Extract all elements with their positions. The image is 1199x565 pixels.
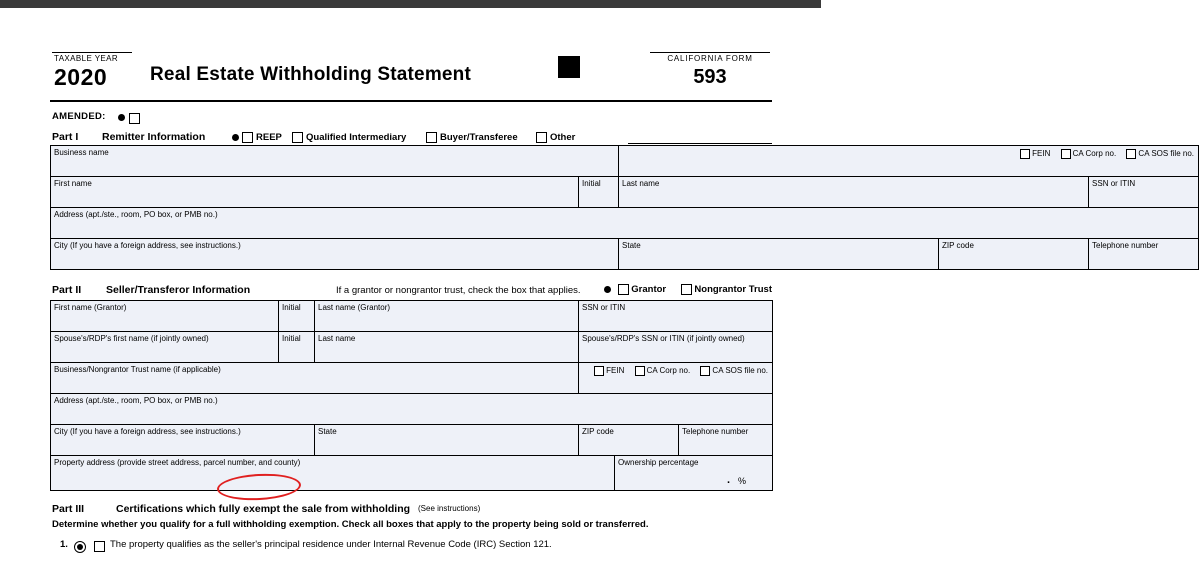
trust-fein-option[interactable] xyxy=(594,366,624,375)
label-spouse-first-name: Spouse's/RDP's first name (if jointly owned) xyxy=(54,334,209,343)
label-city: City (If you have a foreign address, see instructions.) xyxy=(54,241,241,250)
form-number: 593 xyxy=(693,66,727,88)
other-checkbox[interactable] xyxy=(536,132,547,143)
label-spouse-initial: Initial xyxy=(282,334,301,343)
other-write-in-line[interactable] xyxy=(628,143,772,144)
part3-item-1[interactable] xyxy=(50,539,772,553)
trust-ca-sos-file-no-label: CA SOS file no. xyxy=(712,366,769,376)
trust-fein-label: FEIN xyxy=(606,366,625,376)
cell-ownership-percentage[interactable] xyxy=(615,456,773,491)
amended-row xyxy=(50,108,772,126)
label-ownership-percentage: Ownership percentage xyxy=(618,458,699,467)
cell-city[interactable] xyxy=(51,239,619,270)
page-title: Real Estate Withholding Statement xyxy=(150,64,472,85)
part3-section xyxy=(50,503,772,553)
ca-corp-no-label: CA Corp no. xyxy=(1072,149,1117,159)
business-id-checkboxes[interactable] xyxy=(1012,149,1194,159)
cell-spouse-ssn[interactable] xyxy=(579,332,773,363)
table-row xyxy=(51,146,1199,177)
reep-label: REEP xyxy=(256,132,282,144)
cell-seller-city[interactable] xyxy=(51,425,315,456)
buyer-transferee-checkbox[interactable] xyxy=(426,132,437,143)
cell-initial[interactable] xyxy=(579,177,619,208)
table-row xyxy=(51,425,773,456)
part3-heading xyxy=(50,503,772,517)
header-divider xyxy=(50,100,772,102)
tax-year: 2020 xyxy=(54,64,108,90)
cell-grantor-initial[interactable] xyxy=(279,301,315,332)
part3-item-1-text: The property qualifies as the seller's principal residence under Internal Revenue Code (IRC) Section 121. xyxy=(110,539,552,550)
remitter-option-other[interactable] xyxy=(536,132,575,143)
trust-ca-sos-file-no-checkbox[interactable] xyxy=(700,366,710,376)
trust-ca-corp-no-label: CA Corp no. xyxy=(646,366,691,376)
part2-heading xyxy=(50,284,772,300)
cell-first-name[interactable] xyxy=(51,177,579,208)
california-form-rule xyxy=(650,52,770,53)
cell-address[interactable] xyxy=(51,208,1199,239)
cell-last-name[interactable] xyxy=(619,177,1089,208)
cell-zip[interactable] xyxy=(939,239,1089,270)
other-label: Other xyxy=(550,132,576,144)
part3-number: Part III xyxy=(52,503,85,515)
fein-label: FEIN xyxy=(1032,149,1051,159)
scan-marker-icon xyxy=(558,56,580,78)
ca-corp-no-checkbox[interactable] xyxy=(1061,149,1071,159)
cell-business-name[interactable] xyxy=(51,146,619,177)
grantor-label: Grantor xyxy=(631,284,667,296)
form-sheet xyxy=(50,42,1195,553)
part3-item-1-checkbox[interactable] xyxy=(94,541,105,552)
label-last-name: Last name xyxy=(622,179,660,188)
table-row xyxy=(51,394,773,425)
remitter-option-reep[interactable] xyxy=(232,132,282,143)
label-grantor-last-name: Last name (Grantor) xyxy=(318,303,391,312)
label-first-name: First name xyxy=(54,179,92,188)
part3-item-1-radio[interactable] xyxy=(74,541,86,553)
cell-state[interactable] xyxy=(619,239,939,270)
trust-ca-corp-no-checkbox[interactable] xyxy=(635,366,645,376)
taxable-year-label: TAXABLE YEAR xyxy=(54,54,119,63)
window-top-bar xyxy=(0,0,821,8)
reep-bullet-icon xyxy=(232,134,239,141)
amended-label: AMENDED: xyxy=(52,111,106,122)
trust-fein-checkbox[interactable] xyxy=(594,366,604,376)
fein-option[interactable] xyxy=(1020,149,1050,158)
part3-see-instructions: (See instructions) xyxy=(418,504,481,513)
part1-title: Remitter Information xyxy=(102,131,206,143)
part2-trust-note: If a grantor or nongrantor trust, check the box that applies. xyxy=(336,285,581,296)
part2-table xyxy=(50,300,773,491)
table-row xyxy=(51,456,773,491)
label-address: Address (apt./ste., room, PO box, or PMB no.) xyxy=(54,210,218,219)
form-header xyxy=(50,42,772,104)
remitter-option-qualified-intermediary[interactable] xyxy=(292,132,406,143)
label-business-name: Business name xyxy=(54,148,109,157)
california-form-label: CALIFORNIA FORM xyxy=(667,54,753,63)
fein-checkbox[interactable] xyxy=(1020,149,1030,159)
cell-spouse-last-name[interactable] xyxy=(315,332,579,363)
label-ssn-itin: SSN or ITIN xyxy=(1092,179,1136,188)
qualified-intermediary-label: Qualified Intermediary xyxy=(306,132,407,144)
remitter-option-buyer-transferee[interactable] xyxy=(426,132,518,143)
grantor-checkbox[interactable] xyxy=(618,284,629,295)
label-spouse-ssn: Spouse's/RDP's SSN or ITIN (if jointly owned) xyxy=(582,334,745,343)
table-row xyxy=(51,301,773,332)
cell-grantor-first-name[interactable] xyxy=(51,301,279,332)
part3-item-1-number: 1. xyxy=(60,539,68,550)
label-spouse-last-name: Last name xyxy=(318,334,356,343)
nongrantor-trust-label: Nongrantor Trust xyxy=(694,284,772,296)
label-seller-state: State xyxy=(318,427,337,436)
part2-trust-options[interactable] xyxy=(604,284,772,295)
label-property-address: Property address (provide street address, parcel number, and county) xyxy=(54,458,301,467)
cell-telephone[interactable] xyxy=(1089,239,1199,270)
trust-id-checkboxes[interactable] xyxy=(586,366,768,376)
cell-seller-telephone[interactable] xyxy=(679,425,773,456)
label-initial: Initial xyxy=(582,179,601,188)
nongrantor-trust-checkbox[interactable] xyxy=(681,284,692,295)
label-state: State xyxy=(622,241,641,250)
cell-business-trust-ids[interactable] xyxy=(579,363,773,394)
label-seller-city: City (If you have a foreign address, see instructions.) xyxy=(54,427,241,436)
trust-ca-sos-file-no-option[interactable] xyxy=(700,366,768,375)
table-row xyxy=(51,363,773,394)
part3-subtitle: Determine whether you qualify for a full withholding exemption. Check all boxes that apply to the property being sold or transferred. xyxy=(52,519,649,530)
label-business-trust-name: Business/Nongrantor Trust name (if applicable) xyxy=(54,365,221,374)
cell-ssn-itin[interactable] xyxy=(1089,177,1199,208)
cell-seller-zip[interactable] xyxy=(579,425,679,456)
table-row xyxy=(51,208,1199,239)
cell-seller-state[interactable] xyxy=(315,425,579,456)
part3-title: Certifications which fully exempt the sale from withholding xyxy=(116,503,411,515)
cell-property-address[interactable] xyxy=(51,456,615,491)
table-row xyxy=(51,332,773,363)
cell-business-trust-name[interactable] xyxy=(51,363,579,394)
taxable-year-rule xyxy=(52,52,132,53)
label-grantor-initial: Initial xyxy=(282,303,301,312)
label-zip-code: ZIP code xyxy=(942,241,974,250)
part2-number: Part II xyxy=(52,284,82,296)
cell-grantor-ssn[interactable] xyxy=(579,301,773,332)
reep-checkbox[interactable] xyxy=(242,132,253,143)
table-row xyxy=(51,239,1199,270)
label-telephone: Telephone number xyxy=(1092,241,1159,250)
buyer-transferee-label: Buyer/Transferee xyxy=(440,132,518,144)
document-page xyxy=(0,8,1195,565)
amended-checkbox[interactable] xyxy=(129,113,140,124)
cell-spouse-initial[interactable] xyxy=(279,332,315,363)
ownership-percent-symbol: % xyxy=(738,476,747,486)
ownership-decimal-point: . xyxy=(726,474,731,486)
part1-table xyxy=(50,145,1199,270)
ca-sos-file-no-label: CA SOS file no. xyxy=(1138,149,1195,159)
cell-spouse-first-name[interactable] xyxy=(51,332,279,363)
label-seller-zip: ZIP code xyxy=(582,427,614,436)
label-grantor-ssn: SSN or ITIN xyxy=(582,303,626,312)
cell-grantor-last-name[interactable] xyxy=(315,301,579,332)
grantor-bullet-icon xyxy=(604,286,611,293)
part1-number: Part I xyxy=(52,131,79,143)
part2-title: Seller/Transferor Information xyxy=(106,284,251,296)
ca-corp-no-option[interactable] xyxy=(1061,149,1117,158)
ca-sos-file-no-checkbox[interactable] xyxy=(1126,149,1136,159)
label-seller-address: Address (apt./ste., room, PO box, or PMB no.) xyxy=(54,396,218,405)
qualified-intermediary-checkbox[interactable] xyxy=(292,132,303,143)
ca-sos-file-no-option[interactable] xyxy=(1126,149,1194,158)
table-row xyxy=(51,177,1199,208)
label-grantor-first-name: First name (Grantor) xyxy=(54,303,127,312)
cell-business-ids[interactable] xyxy=(619,146,1199,177)
amended-bullet-icon xyxy=(118,114,125,121)
cell-seller-address[interactable] xyxy=(51,394,773,425)
part1-heading xyxy=(50,131,772,145)
label-seller-telephone: Telephone number xyxy=(682,427,749,436)
trust-ca-corp-no-option[interactable] xyxy=(635,366,691,375)
